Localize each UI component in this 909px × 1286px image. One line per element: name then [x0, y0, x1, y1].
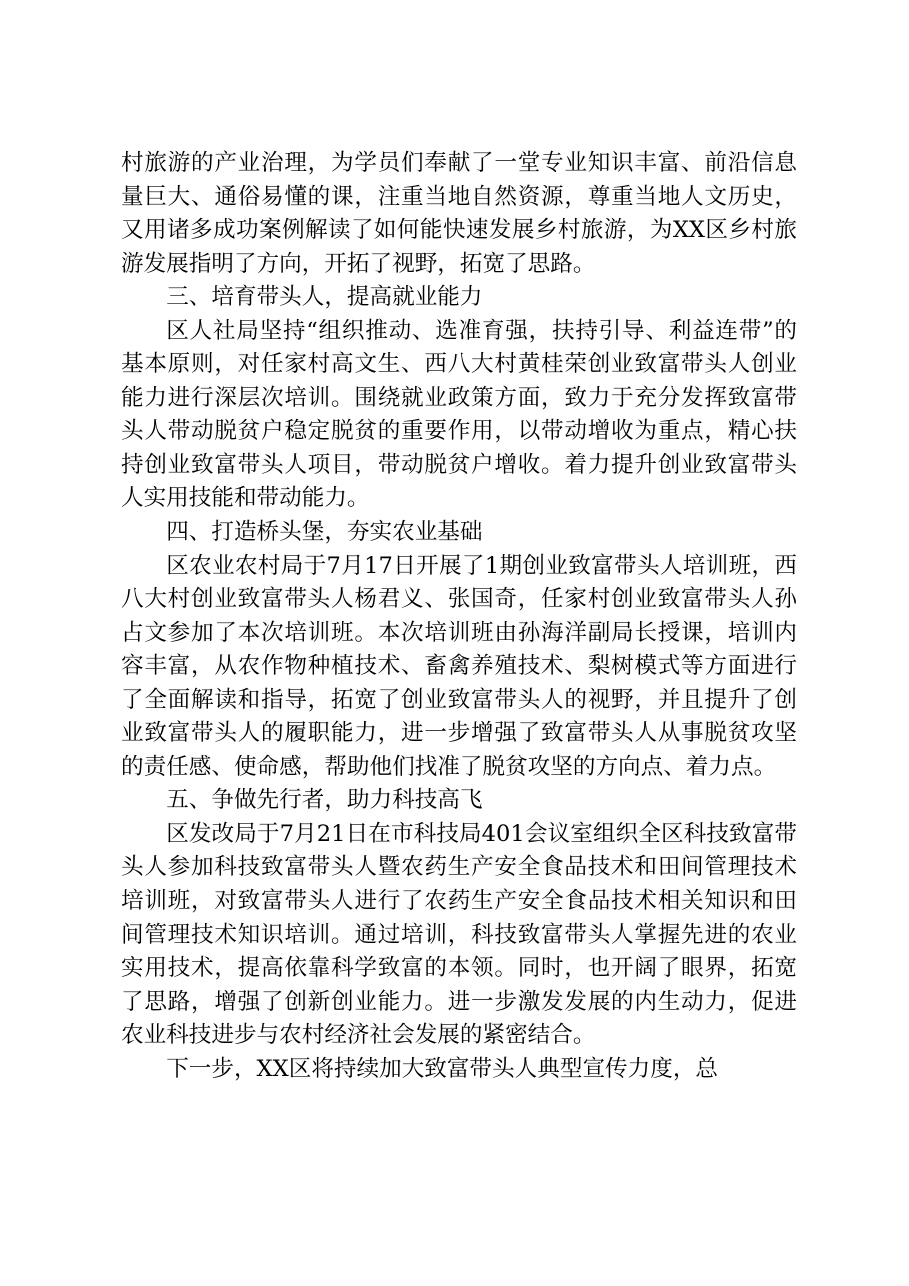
- paragraph-next-step: 下一步，XX区将持续加大致富带头人典型宣传力度，总: [166, 1055, 719, 1082]
- section-heading-4: 四、打造桥头堡，夯实农业基础: [166, 519, 483, 546]
- paragraph-technology: 区发改局于7月21日在市科技局401会议室组织全区科技致富带头人参加科技致富带头人暨农药生产安全食品技术和田间管理技术培训班，对致富带头人进行了农药生产安全食品技术相关知识和田间管理技术知识培训。通过培训，科技致富带头人掌握先进的农业实用技术，提高依靠科学致富的本领。同时，也开阔了眼界，拓宽了思路，增强了创新创业能力。进一步激发发展的内生动力，促进农业科技进步与农村经济社会发展的紧密结合。: [121, 820, 797, 1049]
- paragraph-agriculture: 区农业农村局于7月17日开展了1期创业致富带头人培训班，西八大村创业致富带头人杨君义、张国奇，任家村创业致富带头人孙占文参加了本次培训班。本次培训班由孙海洋副局长授课，培训内容丰富，从农作物种植技术、畜禽养殖技术、梨树模式等方面进行了全面解读和指导，拓宽了创业致富带头人的视野，并且提升了创业致富带头人的履职能力，进一步增强了致富带头人从事脱贫攻坚的责任感、使命感，帮助他们找准了脱贫攻坚的方向点、着力点。: [121, 552, 797, 780]
- paragraph-human-resources: 区人社局坚持“组织推动、选准育强，扶持引导、利益连带”的基本原则，对任家村高文生、西八大村黄桂荣创业致富带头人创业能力进行深层次培训。围绕就业政策方面，致力于充分发挥致富带头人带动脱贫户稳定脱贫的重要作用，以带动增收为重点，精心扶持创业致富带头人项目，带动脱贫户增收。着力提升创业致富带头人实用技能和带动能力。: [121, 317, 797, 512]
- document-body: [121, 147, 797, 1086]
- section-heading-3: 三、培育带头人，提高就业能力: [166, 284, 483, 311]
- section-heading-5: 五、争做先行者，助力科技高飞: [166, 787, 483, 814]
- paragraph-tourism-continued: 村旅游的产业治理，为学员们奉献了一堂专业知识丰富、前沿信息量巨大、通俗易懂的课，注重当地自然资源，尊重当地人文历史，又用诸多成功案例解读了如何能快速发展乡村旅游，为XX区乡村旅游发展指明了方向，开拓了视野，拓宽了思路。: [121, 150, 797, 277]
